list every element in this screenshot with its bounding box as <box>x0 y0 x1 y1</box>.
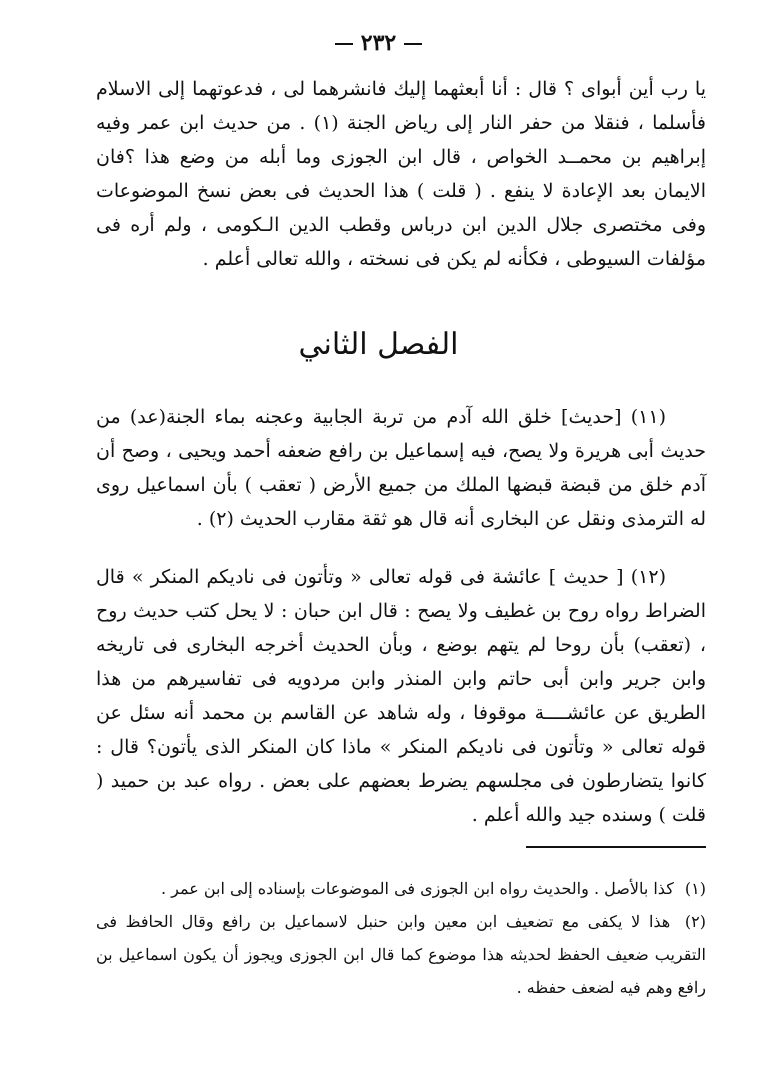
footnote-2-number: (٢) <box>684 912 706 931</box>
footnote-1-number: (١) <box>684 879 706 898</box>
intro-text: يا رب أين أبواى ؟ قال : أنا أبعثهما إليك فانشرهما لى ، فدعوتهما إلى الاسلام فأسلما ، فنقلا من حفر النار إلى رياض الجنة (١) . من حديث ابن عمر وفيه إبراهيم بن محمــد الخواص ، قال ابن الجوزى وما أبله من وضع هذا ؟فان الايمان بعد الإعادة لا ينفع . ( قلت ) هذا الحديث فى بعض نسخ الموضوعات وفى مختصرى جلال الدين ابن درباس وقطب الدين الـكومى ، ولم أره فى مؤلفات السيوطى ، فكأنه لم يكن فى نسخته ، والله تعالى أعلم . <box>96 78 706 270</box>
footnote-2-text: هذا لا يكفى مع تضعيف ابن معين وابن حنبل لاسماعيل بن رافع وقال الحافظ فى التقريب ضعيف الحفظ لحديثه هذا موضوع كما قال ابن الجوزى ويجوز أن يكون اسماعيل بن رافع وهم فيه لضعف حفظه . <box>96 912 706 997</box>
hadith-12-text: (١٢) [ حديث ] عائشة فى قوله تعالى « وتأتون فى ناديكم المنكر » قال الضراط رواه روح بن غطيف ولا يصح : قال ابن حبان : لا يحل كتب حديث روح ، (تعقب) بأن روحا لم يتهم بوضع ، وبأن الحديث أخرجه البخارى فى تاريخه وابن جرير وابن أبى حاتم وابن المنذر وابن مردويه فى تفاسيرهم من هذا الطريق عن عائشــــة موقوفا ، وله شاهد عن القاسم بن محمد أنه سئل عن قوله تعالى « وتأتون فى ناديكم المنكر » ماذا كان المنكر الذى يأتون؟ قال : كانوا يتضارطون فى مجلسهم يضرط بعضهم على بعض . رواه عبد بن حميد ( قلت ) وسنده جيد والله أعلم . <box>96 566 706 826</box>
hadith-12-paragraph <box>96 560 706 832</box>
footnote-2 <box>96 905 706 1004</box>
hadith-11-text: (١١) [حديث] خلق الله آدم من تربة الجابية وعجنه بماء الجنة(عد) من حديث أبى هريرة ولا يصح، فيه إسماعيل بن رافع ضعفه أحمد ويحيى ، وصح أن آدم خلق من قبضة قبضها الملك من جميع الأرض ( تعقب ) بأن اسماعيل روى له الترمذى ونقل عن البخارى أنه قال هو ثقة مقارب الحديث (٢) . <box>96 406 706 530</box>
page-number <box>0 30 757 56</box>
intro-paragraph <box>96 72 706 276</box>
section-title: الفصل الثاني <box>298 327 459 362</box>
footnote-1 <box>96 872 706 905</box>
footnote-1-text: كذا بالأصل . والحديث رواه ابن الجوزى فى الموضوعات بإسناده إلى ابن عمر . <box>160 879 674 898</box>
hadith-11-paragraph <box>96 400 706 536</box>
page-number-dash-right <box>404 43 422 45</box>
footnote-separator <box>526 846 706 848</box>
page-number-text: ٢٣٢ <box>360 30 397 56</box>
footnotes <box>96 872 706 1004</box>
page-number-dash-left <box>335 43 353 45</box>
